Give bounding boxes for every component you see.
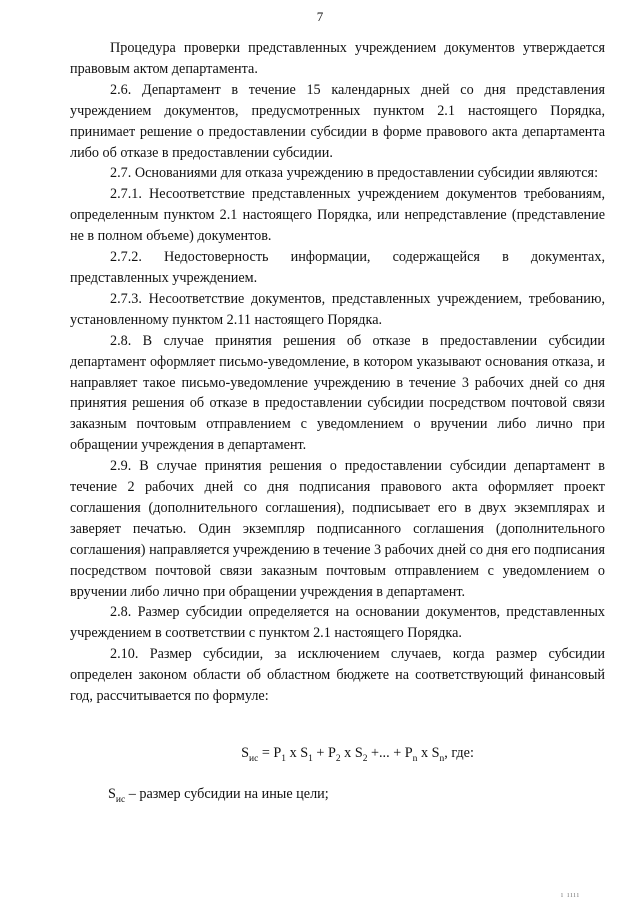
paragraph: 2.9. В случае принятия решения о предоставлении субсидии департамент в течение 2 рабочих дней со дня подписания правового акта оформляет проект соглашения (дополнительного соглашения), подписывает его в двух экземплярах и заверяет печатью. Один экземпляр подписанного соглашения (дополнительного соглашения) направляется учреждению в течение 3 рабочих дней со дня его подписания посредством почтовой связи заказным почтовым отправлением с уведомлением о вручении либо лично при обращении учреждения в департамент. xyxy=(70,458,606,600)
formula-definition: $S_{ис}$ – размер субсидии на иные цели; xyxy=(108,785,329,805)
paragraph: 2.8. Размер субсидии определяется на основании документов, представленных учреждением в соответствии с пунктом 2.1 настоящего Порядка. xyxy=(70,604,605,642)
paragraph: 2.6. Департамент в течение 15 календарных дней со дня представления учреждением документов, предусмотренных пунктом 2.1 настоящего Порядка, принимает решение о предоставлении субсидии в форме правового акта департамента либо об отказе в предоставлении субсидии. xyxy=(70,81,605,161)
paragraph: 2.8. В случае принятия решения об отказе в предоставлении субсидии департамент оформляет письмо-уведомление, в котором указывают основания отказа, и направляет такое письмо-уведомление учреждению в течение 3 рабочих дней со дня принятия решения об отказе в предоставлении субсидии посредством почтовой связи заказным почтовым отправлением с уведомлением о вручении либо лично при обращении учреждения в департамент. xyxy=(70,332,605,454)
paragraph: 2.7.1. Несоответствие представленных учреждением документов требованиям, определенным пунктом 2.1 настоящего Порядка, или непредставление (представление не в полном объеме) документов. xyxy=(70,186,605,245)
paragraph: 2.7.3. Несоответствие документов, представленных учреждением, требованию, установленному пунктом 2.11 настоящего Порядка. xyxy=(70,290,605,328)
page-number: 7 xyxy=(316,9,324,24)
paragraph: 2.10. Размер субсидии, за исключением случаев, когда размер субсидии определен законом области об областном бюджете на соответствующий финансовый год, рассчитывается по формуле: xyxy=(70,646,605,705)
paragraph: 2.7.2. Недостоверность информации, содержащейся в документах, представленных учреждением. xyxy=(70,249,605,286)
document-body xyxy=(70,38,605,810)
subsidy-formula: $S_{ис} = P_1$ x $S_1 + P_2$ x $S_2$ +... + $P_n$ x $S_n$, где: xyxy=(241,745,474,764)
paragraph: Процедура проверки представленных учреждением документов утверждается правовым актом департамента. xyxy=(70,40,605,77)
paragraph: 2.7. Основаниями для отказа учреждению в предоставлении субсидии являются: xyxy=(110,165,599,182)
scan-mark: ı ıııı xyxy=(560,890,580,899)
